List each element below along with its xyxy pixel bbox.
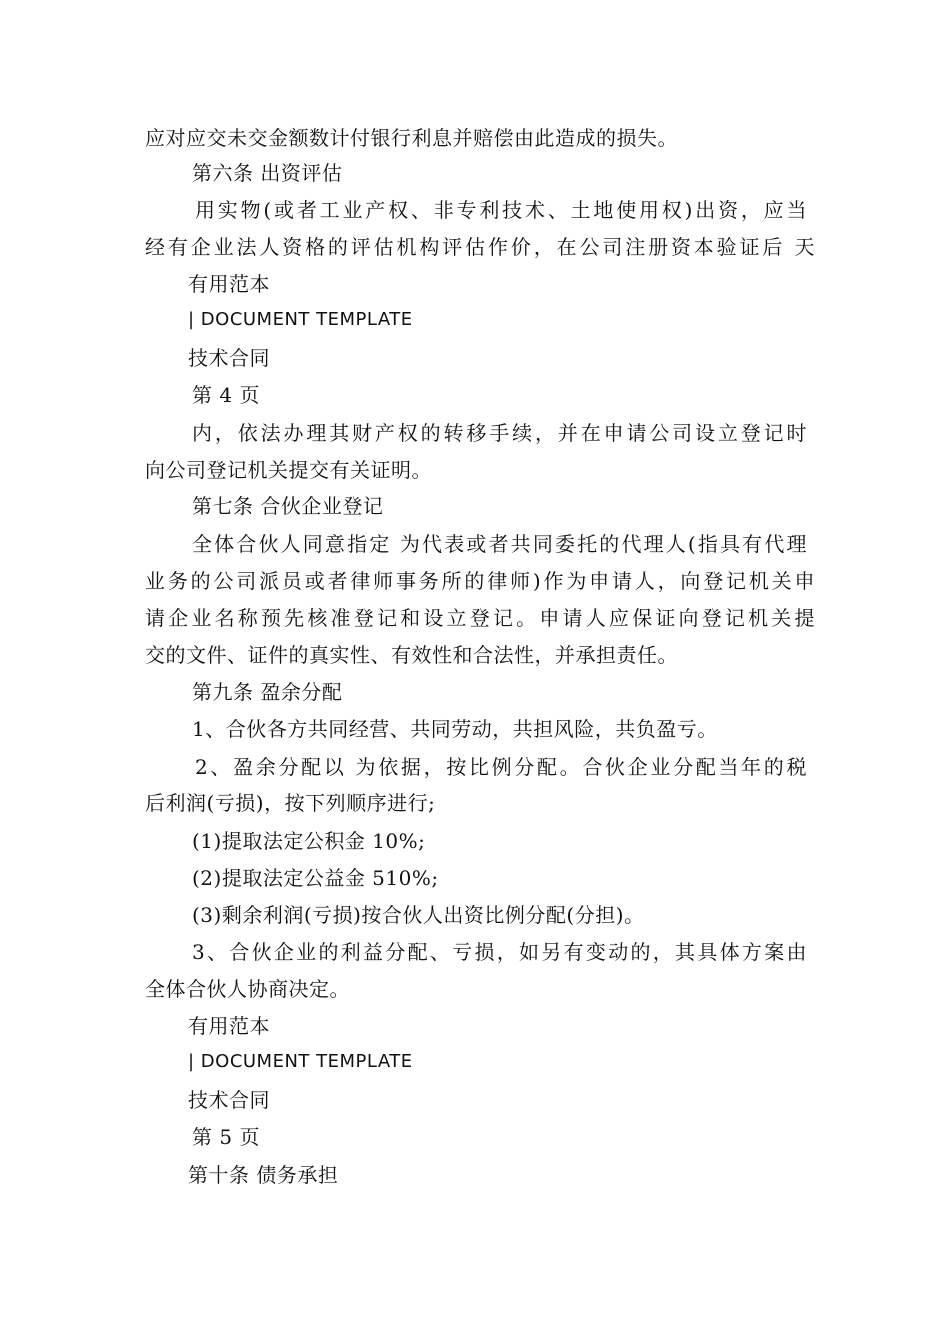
- body-text-line: 经有企业法人资格的评估机构评估作价，在公司注册资本验证后 天: [145, 235, 815, 259]
- page-number: 第 4 页: [192, 383, 260, 407]
- list-item: (2)提取法定公益金 510%;: [192, 866, 439, 890]
- template-banner: | DOCUMENT TEMPLATE: [188, 309, 413, 330]
- article-heading: 第十条 债务承担: [188, 1163, 339, 1187]
- body-text-line: 2、盈余分配以 为依据，按比例分配。合伙企业分配当年的税: [195, 755, 807, 779]
- body-text-line: 内，依法办理其财产权的转移手续，并在申请公司设立登记时: [192, 421, 807, 445]
- body-text-line: 应对应交未交金额数计付银行利息并赔偿由此造成的损失。: [145, 126, 678, 150]
- body-text-line: 请企业名称预先核准登记和设立登记。申请人应保证向登记机关提: [145, 606, 815, 630]
- article-heading: 第七条 合伙企业登记: [192, 494, 384, 518]
- body-text-line: 用实物(或者工业产权、非专利技术、土地使用权)出资，应当: [195, 198, 807, 222]
- template-label: 有用范本: [188, 272, 270, 296]
- body-text-line: 全体合伙人同意指定 为代表或者共同委托的代理人(指具有代理: [192, 532, 807, 556]
- article-heading: 第六条 出资评估: [192, 161, 343, 185]
- body-text-line: 后利润(亏损)，按下列顺序进行;: [145, 791, 436, 815]
- body-text-line: 交的文件、证件的真实性、有效性和合法性，并承担责任。: [145, 643, 678, 667]
- list-item: (3)剩余利润(亏损)按合伙人出资比例分配(分担)。: [192, 903, 645, 927]
- document-type: 技术合同: [188, 1088, 270, 1112]
- body-text-line: 业务的公司派员或者律师事务所的律师)作为申请人，向登记机关申: [145, 569, 815, 593]
- list-item: (1)提取法定公积金 10%;: [192, 829, 426, 853]
- body-text-line: 1、合伙各方共同经营、共同劳动，共担风险，共负盈亏。: [192, 717, 718, 741]
- body-text-line: 3、合伙企业的利益分配、亏损，如另有变动的，其具体方案由: [192, 940, 807, 964]
- page-number: 第 5 页: [192, 1125, 260, 1149]
- article-heading: 第九条 盈余分配: [192, 680, 343, 704]
- template-banner: | DOCUMENT TEMPLATE: [188, 1051, 413, 1072]
- body-text-line: 向公司登记机关提交有关证明。: [145, 458, 432, 482]
- document-type: 技术合同: [188, 346, 270, 370]
- body-text-line: 全体合伙人协商决定。: [145, 977, 350, 1001]
- template-label: 有用范本: [188, 1014, 270, 1038]
